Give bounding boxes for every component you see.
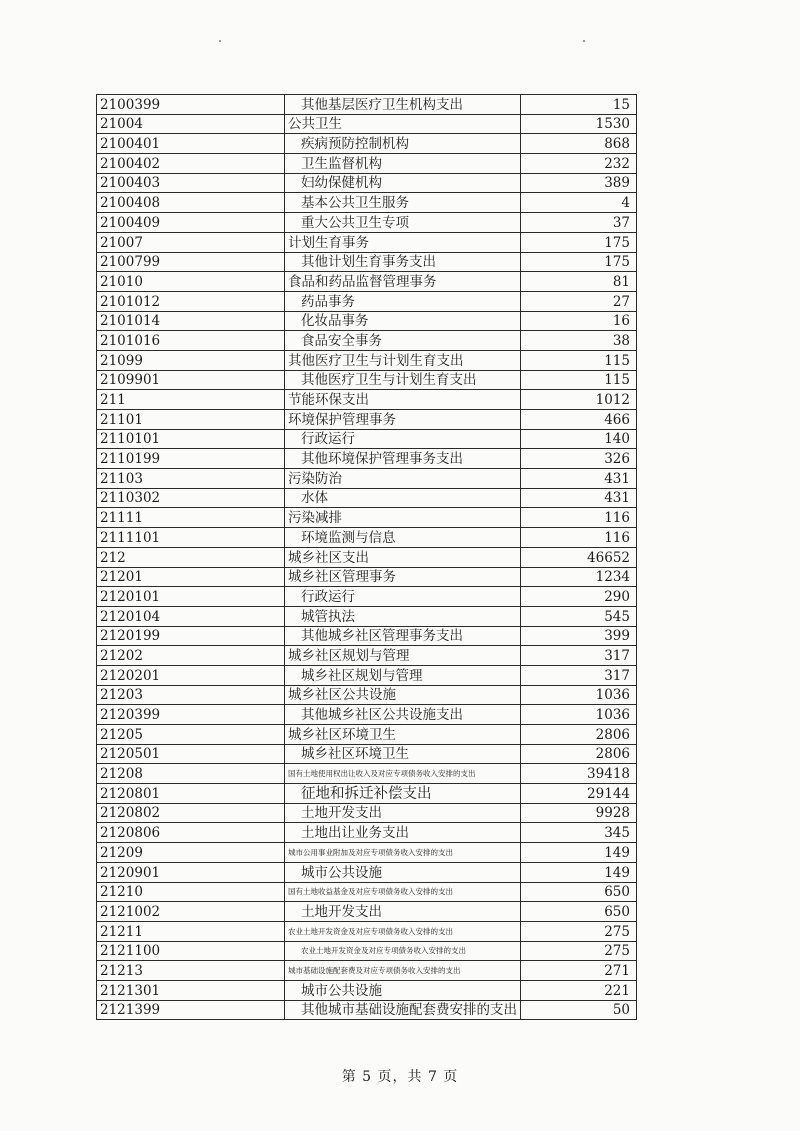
row-amount: 545 [521,606,637,626]
table-row [97,252,637,272]
row-code: 2100408 [97,193,285,213]
row-amount: 29144 [521,784,637,804]
row-code: 21004 [97,114,285,134]
row-amount: 232 [521,154,637,174]
row-code: 2121399 [97,1000,285,1020]
table-row [97,213,637,233]
table-row [97,902,637,922]
row-amount: 175 [521,252,637,272]
row-amount: 868 [521,134,637,154]
row-amount: 116 [521,508,637,528]
table-row [97,488,637,508]
row-name: 重大公共卫生专项 [285,213,521,233]
table-row [97,449,637,469]
table-row [97,980,637,1000]
row-name: 其他城乡社区公共设施支出 [285,705,521,725]
row-code: 2100399 [97,95,285,115]
row-amount: 221 [521,980,637,1000]
row-amount: 275 [521,921,637,941]
row-name: 污染减排 [285,508,521,528]
row-amount: 9928 [521,803,637,823]
row-name: 国有土地使用权出让收入及对应专项债务收入安排的支出 [285,764,521,784]
row-amount: 466 [521,410,637,430]
table-row [97,154,637,174]
page-footer: 第 5 页，共 7 页 [341,1069,459,1085]
row-code: 2121301 [97,980,285,1000]
row-name: 计划生育事务 [285,232,521,252]
table-row [97,567,637,587]
row-name: 征地和拆迁补偿支出 [285,784,521,804]
row-code: 2120801 [97,784,285,804]
table-row [97,626,637,646]
row-name: 妇幼保健机构 [285,173,521,193]
row-name: 城市公共设施 [285,980,521,1000]
row-amount: 149 [521,843,637,863]
row-name: 土地开发支出 [285,902,521,922]
row-code: 21205 [97,725,285,745]
table-row [97,311,637,331]
row-name: 行政运行 [285,429,521,449]
row-amount: 1234 [521,567,637,587]
table-row [97,921,637,941]
row-code: 2100409 [97,213,285,233]
row-amount: 175 [521,232,637,252]
row-amount: 140 [521,429,637,449]
row-code: 21010 [97,272,285,292]
row-amount: 650 [521,902,637,922]
row-name: 城乡社区规划与管理 [285,646,521,666]
row-amount: 1036 [521,705,637,725]
row-amount: 116 [521,528,637,548]
row-amount: 115 [521,350,637,370]
table-row [97,705,637,725]
row-name: 土地出让业务支出 [285,823,521,843]
row-name: 农业土地开发资金及对应专项债务收入安排的支出 [285,921,521,941]
table-row [97,587,637,607]
row-code: 2121002 [97,902,285,922]
row-code: 2100402 [97,154,285,174]
row-code: 21099 [97,350,285,370]
row-amount: 326 [521,449,637,469]
table-row [97,646,637,666]
row-code: 21202 [97,646,285,666]
row-amount: 275 [521,941,637,961]
table-row [97,291,637,311]
row-code: 212 [97,547,285,567]
table-row [97,508,637,528]
row-name: 城乡社区环境卫生 [285,725,521,745]
table-row [97,843,637,863]
row-name: 化妆品事务 [285,311,521,331]
row-name: 城乡社区公共设施 [285,685,521,705]
table-row [97,764,637,784]
row-name: 其他基层医疗卫生机构支出 [285,95,521,115]
table-row [97,134,637,154]
row-name: 国有土地收益基金及对应专项债务收入安排的支出 [285,882,521,902]
table-row [97,370,637,390]
row-name: 城乡社区环境卫生 [285,744,521,764]
row-name: 环境监测与信息 [285,528,521,548]
row-name: 污染防治 [285,469,521,489]
row-name: 食品和药品监督管理事务 [285,272,521,292]
row-name: 城市公共设施 [285,862,521,882]
row-name: 城乡社区规划与管理 [285,665,521,685]
table-row [97,193,637,213]
table-row [97,547,637,567]
row-name: 其他城乡社区管理事务支出 [285,626,521,646]
row-code: 2100799 [97,252,285,272]
row-amount: 27 [521,291,637,311]
row-code: 2121100 [97,941,285,961]
row-amount: 37 [521,213,637,233]
row-amount: 16 [521,311,637,331]
row-code: 2120201 [97,665,285,685]
row-code: 21210 [97,882,285,902]
table-row [97,725,637,745]
row-code: 2120199 [97,626,285,646]
row-code: 2120802 [97,803,285,823]
row-name: 其他计划生育事务支出 [285,252,521,272]
row-amount: 38 [521,331,637,351]
row-name: 城市公用事业附加及对应专项债务收入安排的支出 [285,843,521,863]
row-name: 水体 [285,488,521,508]
row-amount: 431 [521,469,637,489]
row-amount: 317 [521,646,637,666]
row-code: 211 [97,390,285,410]
row-code: 21201 [97,567,285,587]
row-name: 农业土地开发资金及对应专项债务收入安排的支出 [285,941,521,961]
table-row [97,429,637,449]
row-amount: 2806 [521,725,637,745]
row-amount: 149 [521,862,637,882]
row-name: 基本公共卫生服务 [285,193,521,213]
table-row [97,114,637,134]
table-row [97,95,637,115]
row-amount: 317 [521,665,637,685]
table-row [97,469,637,489]
row-amount: 15 [521,95,637,115]
row-amount: 50 [521,1000,637,1020]
row-code: 21209 [97,843,285,863]
row-code: 2120501 [97,744,285,764]
row-amount: 46652 [521,547,637,567]
scan-speck [583,40,585,42]
row-code: 21111 [97,508,285,528]
row-name: 节能环保支出 [285,390,521,410]
table-row [97,1000,637,1020]
row-amount: 115 [521,370,637,390]
row-name: 其他医疗卫生与计划生育支出 [285,370,521,390]
row-code: 21211 [97,921,285,941]
row-name: 行政运行 [285,587,521,607]
table-row [97,232,637,252]
row-amount: 650 [521,882,637,902]
row-code: 21103 [97,469,285,489]
row-amount: 345 [521,823,637,843]
row-amount: 2806 [521,744,637,764]
row-code: 2110199 [97,449,285,469]
table-row [97,665,637,685]
table-row [97,685,637,705]
row-name: 城管执法 [285,606,521,626]
table-row [97,272,637,292]
row-code: 21213 [97,961,285,981]
row-name: 城乡社区管理事务 [285,567,521,587]
row-amount: 290 [521,587,637,607]
row-amount: 4 [521,193,637,213]
table-row [97,606,637,626]
table-body [97,95,637,1020]
row-name: 城市基础设施配套费及对应专项债务收入安排的支出 [285,961,521,981]
table-row [97,528,637,548]
table-row [97,331,637,351]
row-code: 21101 [97,410,285,430]
row-code: 2111101 [97,528,285,548]
row-name: 土地开发支出 [285,803,521,823]
row-code: 21208 [97,764,285,784]
row-code: 2101014 [97,311,285,331]
table-row [97,744,637,764]
table-row [97,173,637,193]
table-row [97,961,637,981]
row-code: 2110101 [97,429,285,449]
table-row [97,350,637,370]
table-row [97,823,637,843]
row-code: 2100403 [97,173,285,193]
row-name: 城乡社区支出 [285,547,521,567]
table-row [97,410,637,430]
row-code: 2120101 [97,587,285,607]
row-amount: 81 [521,272,637,292]
row-amount: 431 [521,488,637,508]
row-code: 2120104 [97,606,285,626]
row-name: 药品事务 [285,291,521,311]
table-row [97,882,637,902]
row-code: 2101016 [97,331,285,351]
budget-expenditure-table [96,94,637,1020]
row-name: 卫生监督机构 [285,154,521,174]
row-code: 2120901 [97,862,285,882]
table-row [97,784,637,804]
row-amount: 389 [521,173,637,193]
row-code: 21007 [97,232,285,252]
row-amount: 1036 [521,685,637,705]
row-amount: 1530 [521,114,637,134]
row-code: 2110302 [97,488,285,508]
table-row [97,862,637,882]
row-name: 其他环境保护管理事务支出 [285,449,521,469]
row-name: 环境保护管理事务 [285,410,521,430]
row-code: 2120399 [97,705,285,725]
row-code: 2120806 [97,823,285,843]
row-name: 其他医疗卫生与计划生育支出 [285,350,521,370]
table-row [97,390,637,410]
row-code: 2100401 [97,134,285,154]
row-amount: 399 [521,626,637,646]
row-amount: 39418 [521,764,637,784]
row-code: 2101012 [97,291,285,311]
row-name: 公共卫生 [285,114,521,134]
row-amount: 271 [521,961,637,981]
row-name: 疾病预防控制机构 [285,134,521,154]
row-code: 21203 [97,685,285,705]
row-amount: 1012 [521,390,637,410]
row-code: 2109901 [97,370,285,390]
table-row [97,941,637,961]
row-name: 食品安全事务 [285,331,521,351]
row-name: 其他城市基础设施配套费安排的支出 [285,1000,521,1020]
scan-speck [219,40,221,42]
table-row [97,803,637,823]
